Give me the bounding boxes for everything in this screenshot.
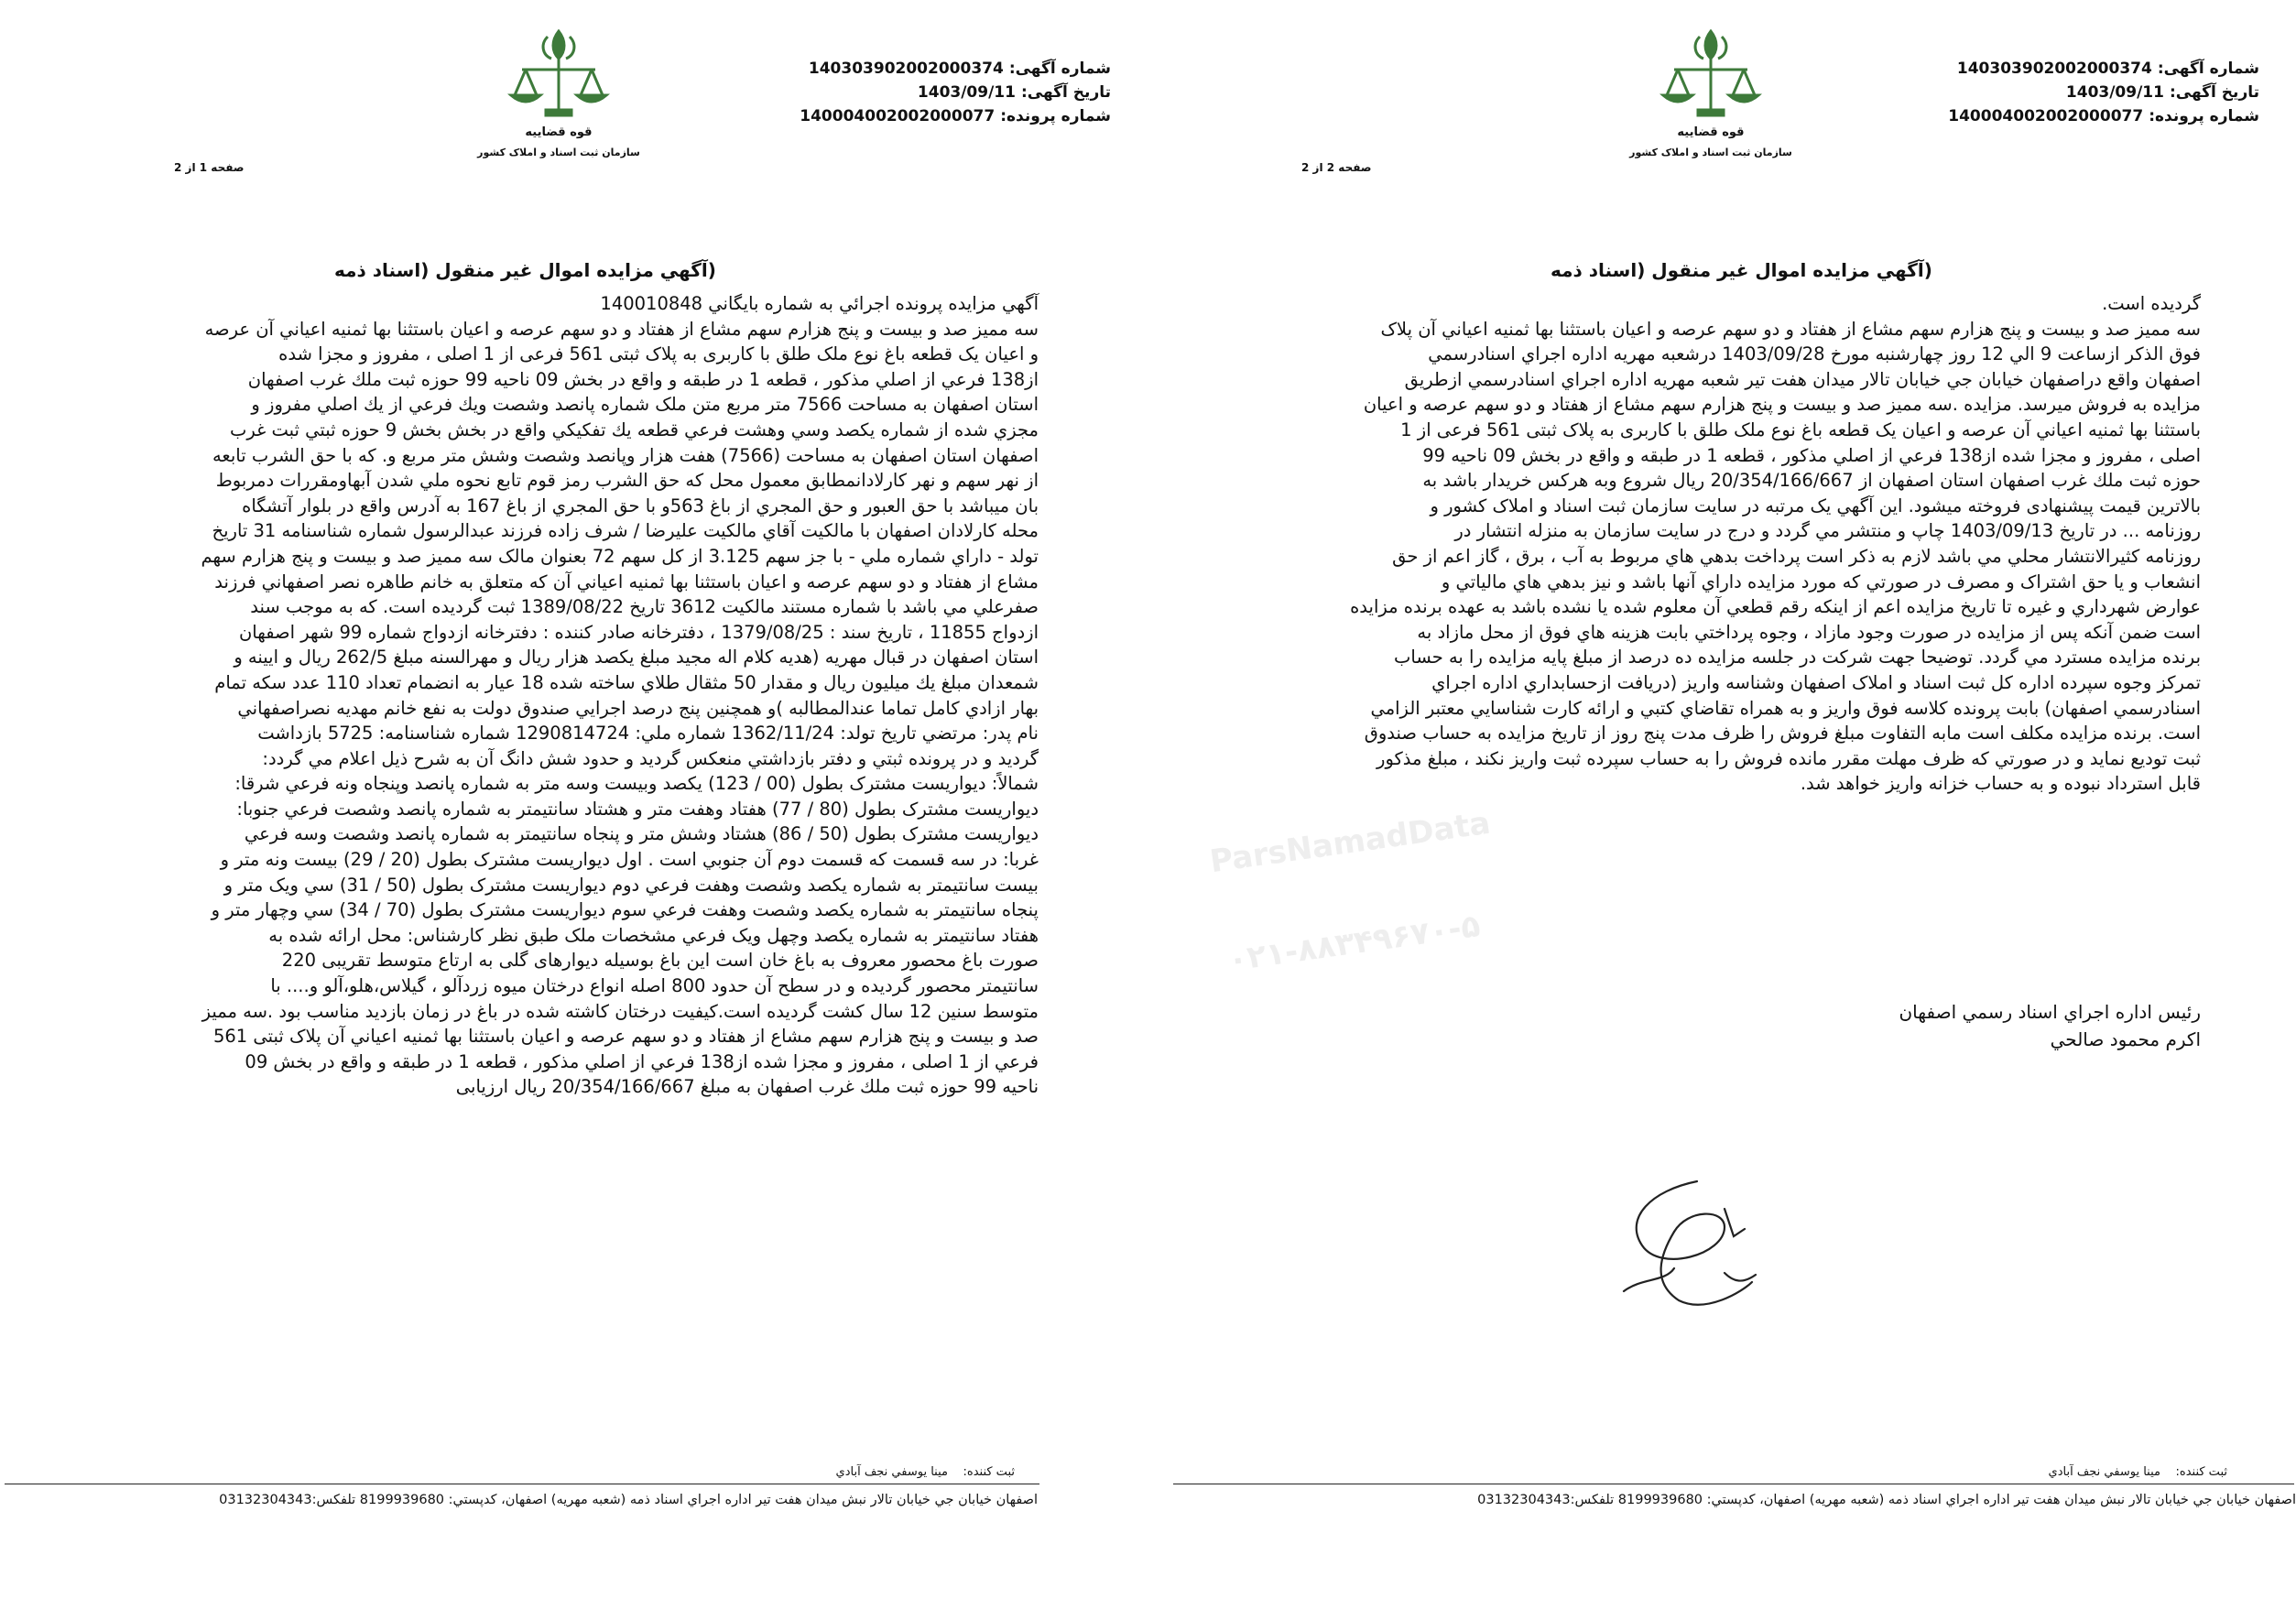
body-line: ناحيه 99 حوزه ثبت ملك غرب اصفهان به مبلغ 20/354/166/667 ريال ارزيابی	[455, 1076, 1039, 1098]
body-line: اصفهان واقع دراصفهان خيابان جي خيابان تالار ميدان هفت تير شعبه مهريه اداره اجراي اسنادرسمي ازطريق	[1404, 368, 2201, 390]
notice-meta	[800, 57, 1111, 128]
body-line: باستثنا بها ثمنيه اعياني آن عرصه و اعيان يک قطعه باغ نوع ملک طلق با کاربری به پلاک ثبتی 561 فرعی از 1	[1400, 419, 2201, 440]
body-line: محله كارلادان اصفهان با مالکيت آقاي مالکيت عليرضا / شرف زاده فرزند عبدالرسول شماره شناسنامه 31 تاريخ	[212, 520, 1039, 542]
body-line: است ضمن آنکه پس از مزايده در صورت وجود مازاد ، وجوه پرداختي بابت هزينه هاي فوق از محل مازاد به	[1417, 621, 2201, 643]
body-line: صد و بيست و پنج هزارم سهم مشاع از هفتاد و دو سهم عرصه و اعيان باستثنا بها ثمنيه اعياني آن پلاک ثبتی 561	[212, 1026, 1039, 1048]
body-line: ازدواج 11855 ، تاريخ سند : 1379/08/25 ، دفترخانه صادر كننده : دفترخانه ازدواج شماره 99 شهر اصفهان	[238, 621, 1039, 643]
body-line: بيست سانتيمتر به شماره يکصد وشصت وهفت فرعي دوم ديواريست مشترک بطول (50 / 31) سي ويک متر و	[223, 874, 1039, 896]
registrar-name: مينا يوسفي نجف آبادي	[835, 1465, 948, 1479]
body-line: مزايده به فروش ميرسد. مزايده .سه مميز صد و بيست و پنج هزارم سهم مشاع از هفتاد و دو سهم عرصه و اعيان	[1363, 394, 2201, 416]
body-line: شمعدان مبلغ يك ميليون ريال و مقدار 50 مثقال طلاي ساخته شده 18 عيار به انضمام تعداد 110 عدد سکه تمام	[214, 671, 1039, 693]
body-line: هفتاد سانتيمتر به شماره يکصد وچهل ويک فرعي مشخصات ملک طبق نظر کارشناس: محل ارائه شده به	[268, 924, 1039, 946]
body-line: از138 فرعي از اصلي مذکور ، قطعه 1 در طبقه و واقع در بخش 09 ناحيه 99 حوزه ثبت ملك غرب اصفهان	[247, 368, 1039, 390]
signer-title: رئيس اداره اجراي اسناد رسمي اصفهان	[1899, 1001, 2201, 1023]
registrar-name: مينا يوسفي نجف آبادي	[2048, 1465, 2160, 1479]
signer-name: اكرم محمود صالحي	[2050, 1028, 2201, 1050]
emblem-caption-bottom: سازمان ثبت اسناد و املاک کشور	[1629, 147, 1792, 158]
body-line: گرديد و در پرونده ثبتي و دفتر بازداشتي منعکس گرديد و حدود شش دانگ آن به شرح ذيل اعلام مي گردد:	[262, 747, 1039, 769]
notice-heading: (آگهي مزايده اموال غير منقول (اسناد ذمه	[334, 259, 716, 281]
body-line: فرعي از 1 اصلی ، مفروز و مجزا شده از138 فرعي از اصلي مذکور ، قطعه 1 در طبقه و واقع در بخش 09	[245, 1050, 1039, 1072]
file-number: 140004002002000077	[1948, 107, 2144, 125]
body-line: ديواريست مشترک بطول (80 / 77) هفتاد وهفت متر و هشتاد سانتيمتر به شماره پانصد وشصت فرعي جنوبا:	[236, 798, 1039, 820]
body-line: برنده مزايده مسترد مي گردد. توضيحا جهت شرکت در جلسه مزايده ده درصد از مبلغ پايه مزايده را به حساب	[1394, 647, 2201, 669]
body-line: سانتيمتر محصور گرديده و در سطح آن حدود 800 اصله انواع درختان ميوه زردآلو ، گيلاس،هلو،آلو و.... با	[270, 975, 1039, 997]
office-address: اصفهان خيابان جي خيابان تالار نبش ميدان هفت تير اداره اجراي اسناد ذمه (شعبه مهريه) اصفهان، کدپستي: 8199939680 تلفكس:03132304343	[1477, 1493, 2296, 1507]
body-line: سه مميز صد و بيست و پنج هزارم سهم مشاع از هفتاد و دو سهم عرصه و اعيان باستثنا بها ثمنيه اعياني آن عرصه	[204, 318, 1039, 340]
body-line: صفرعلي مي باشد با شماره مستند مالکيت 3612 تاريخ 1389/08/22 ثبت گرديده است. که به موجب سند	[250, 596, 1039, 618]
body-line: استان اصفهان در قبال مهريه (هديه کلام اله مجيد مبلغ يکصد هزار ريال و مهرالسنه مبلغ 262/5 ريال و ايينه و	[234, 647, 1039, 669]
registrar-label: ثبت کننده:	[2175, 1465, 2227, 1479]
watermark-text: ParsNamadData	[1207, 804, 1493, 881]
signer-block	[1743, 998, 2201, 1053]
notice-number-label: شماره آگهی:	[1008, 60, 1111, 78]
body-line: عوارض شهرداري و غيره تا تاريخ مزايده اعم از اينکه رقم قطعي آن معلوم شده يا نشده باشد به عهده برنده مزايده	[1350, 596, 2201, 618]
notice-number: 140303902002000374	[808, 60, 1004, 78]
body-line: اصفهان استان اصفهان به مساحت (7566) هفت هزار وپانصد وشصت وشش متر مربع و. که با حق الشرب تابعه	[212, 444, 1039, 466]
notice-meta	[1948, 57, 2259, 128]
body-line: اسنادرسمي اصفهان) بابت پرونده كلاسه فوق واريز و به همراه تقاضاي کتبي و ارائه كارت شناسايي معتبر الزامي	[1370, 697, 2201, 719]
body-line: تمرکز وجوه سپرده اداره کل ثبت اسناد و املاک اصفهان وشناسه واريز (دريافت ازحسابداري اداره اجراي	[1431, 671, 2201, 693]
registrar	[836, 1465, 1015, 1479]
page-number: صفحه 1 از 2	[174, 161, 245, 174]
body-line: بالاترين قيمت پيشنهادی فروخته ميشود. اين آگهي يک مرتبه در سايت سازمان ثبت اسناد و املاک کشور و	[1430, 495, 2201, 516]
body-line: فوق الذکر ازساعت 9 الي 12 روز چهارشنبه مورخ 1403/09/28 درشعبه مهريه اداره اجراي اسنادرسمي	[1428, 343, 2201, 365]
body-line: ثبت توديع نمايد و در صورتي که ظرف مهلت مقرر مانده فروش را به حساب سپرده ثبت واريز نکند ، مبلغ مذكور	[1377, 747, 2201, 769]
body-line: بهار ازادي کامل تماما عندالمطالبه )و همچنين پنج درصد اجرايي صندوق دولت به نفع خانم مهديه نصراصفهاني	[237, 697, 1039, 719]
page-number: صفحه 2 از 2	[1301, 161, 1372, 174]
notice-heading: (آگهي مزايده اموال غير منقول (اسناد ذمه	[1551, 259, 1932, 281]
body-line: است. برنده مزايده مکلف است مابه التفاوت مبلغ فروش را ظرف مدت پنج روز از تاريخ مزايده به حساب صندوق	[1364, 723, 2201, 745]
notice-number: 140303902002000374	[1956, 60, 2152, 78]
emblem-caption-top: قوه قضاییه	[1677, 125, 1745, 139]
body-line: مجزي شده از شماره يکصد وسي وهشت فرعي قطعه يك تفكيكي واقع در بخش بخش 9 حوزه ثبتي ثبت غرب	[229, 419, 1039, 440]
notice-body	[1184, 291, 2201, 797]
emblem-caption-top: قوه قضاییه	[525, 125, 593, 139]
file-number-label: شماره پرونده:	[1000, 107, 1111, 125]
body-line: نام پدر: مرتضي تاريخ تولد: 1362/11/24 شماره ملي: 1290814724 شماره شناسنامه: 5725 بازداشت	[257, 723, 1039, 745]
body-line: بان ميباشد با حق العبور و حق المجري از باغ 563و با حق المجري از باغ 167 به آدرس واقع در بلوار آتشگاه	[242, 495, 1039, 516]
body-line: از نهر سهم و نهر کارلادانمطابق معمول محل که حق الشرب رمز قوم تابع نحوه ملي شدن آبهاومقررات دمربوط	[215, 470, 1039, 492]
watermark-phone: ۰۲۱-۸۸۳۴۹۶۷۰-۵	[1225, 907, 1483, 980]
judiciary-emblem-logo	[1629, 24, 1792, 170]
notice-number-label: شماره آگهی:	[2157, 60, 2259, 78]
body-line: متوسط سنين 12 سال کشت گرديده است.کيفيت درختان کاشته شده در باغ در زمان بازديد مناسب بود .سه مميز	[201, 1000, 1039, 1022]
notice-date-label: تاریخ آگهی:	[1020, 83, 1111, 102]
body-line: روزنامه ... در تاريخ 1403/09/13 چاپ و منتشر مي گردد و درج در سايت سازمان به منزله انتشار در	[1454, 520, 2201, 542]
body-line: گرديده است.	[2102, 293, 2201, 314]
body-line: شمالاً: ديواريست مشترک بطول (00 / 123) يكصد وبيست وسه متر به شماره پانصد وپنجاه ونه فرعي شرقا:	[234, 773, 1039, 795]
body-line: پنجاه سانتيمتر به شماره يکصد وشصت وهفت فرعي سوم ديواريست مشترک بطول (70 / 34) سي وچهار متر و	[211, 899, 1039, 921]
body-line: آگهي مزايده پرونده اجرائي به شماره بايگاني 140010848	[600, 293, 1039, 314]
body-line: استان اصفهان به مساحت 7566 متر مربع متن ملک شماره پانصد وشصت ويك فرعي از يك اصلي مفروز و	[251, 394, 1039, 416]
body-line: سه مميز صد و بيست و پنج هزارم سهم مشاع از هفتاد و دو سهم عرصه و اعيان باستثنا بها ثمنيه اعياني آن پلاک	[1380, 318, 2201, 340]
notice-body	[15, 291, 1039, 1100]
body-line: تولد - داراي شماره ملي - با جز سهم 3.125 از کل سهم 72 بعنوان مالک سه مميز صد و بيست و پنج هزارم سهم	[201, 545, 1039, 567]
body-line: حوزه ثبت ملك غرب اصفهان استان اصفهان از 20/354/166/667 ريال شروع وبه هركس خريدار باشد به	[1422, 470, 2201, 492]
notice-date: 1403/09/11	[917, 83, 1016, 102]
body-line: قابل استرداد نبوده و به حساب خزانه واريز خواهد شد.	[1800, 773, 2201, 795]
body-line: و اعيان يک قطعه باغ نوع ملک طلق با کاربری به پلاک ثبتی 561 فرعی از 1 اصلی ، مفروز و مجزا شده	[278, 343, 1039, 365]
file-number: 140004002002000077	[800, 107, 996, 125]
emblem-caption-bottom: سازمان ثبت اسناد و املاک کشور	[477, 147, 640, 158]
notice-page-2	[1148, 0, 2296, 1598]
office-address: اصفهان خيابان جي خيابان تالار نبش ميدان هفت تير اداره اجراي اسناد ذمه (شعبه مهريه) اصفهان، کدپستي: 8199939680 تلفكس:03132304343	[219, 1493, 1038, 1507]
body-line: انشعاب و يا حق اشتراک و مصرف در صورتي که مورد مزايده داراي آنها باشد و نيز بدهي هاي مالياتي و	[1441, 571, 2201, 592]
body-line: روزنامه کثيرالانتشار محلي مي باشد لازم به ذکر است پرداخت بدهي هاي مربوط به آب ، برق ، گاز اعم از حق	[1392, 545, 2201, 567]
body-line: غربا: در سه قسمت كه قسمت دوم آن جنوبي است . اول ديواريست مشترک بطول (20 / 29) بيست ونه متر و	[220, 849, 1039, 871]
registrar-label: ثبت کننده:	[963, 1465, 1015, 1479]
handwritten-signature	[1587, 1154, 1789, 1337]
notice-date-label: تاریخ آگهی:	[2169, 83, 2259, 102]
body-line: صورت باغ محصور معروف به باغ خان است اين باغ بوسيله ديوارهای گلی به ارتاع متوسط تقريبی 220	[281, 950, 1039, 972]
notice-date: 1403/09/11	[2065, 83, 2164, 102]
registrar	[2049, 1465, 2227, 1479]
file-number-label: شماره پرونده:	[2149, 107, 2259, 125]
judiciary-emblem-logo	[477, 24, 640, 170]
body-line: مشاع از هفتاد و دو سهم عرصه و اعيان باستثنا بها ثمنيه اعياني آن كه متعلق به خانم طاهره نصر اصفهاني فرزند	[214, 571, 1039, 592]
body-line: اصلی ، مفروز و مجزا شده از138 فرعي از اصلي مذکور ، قطعه 1 در طبقه و واقع در بخش 09 ناحيه 99	[1422, 444, 2201, 466]
body-line: ديواريست مشترک بطول (50 / 86) هشتاد وشش متر و پنجاه سانتيمتر به شماره پانصد وشصت وسه فرعي	[244, 823, 1039, 845]
